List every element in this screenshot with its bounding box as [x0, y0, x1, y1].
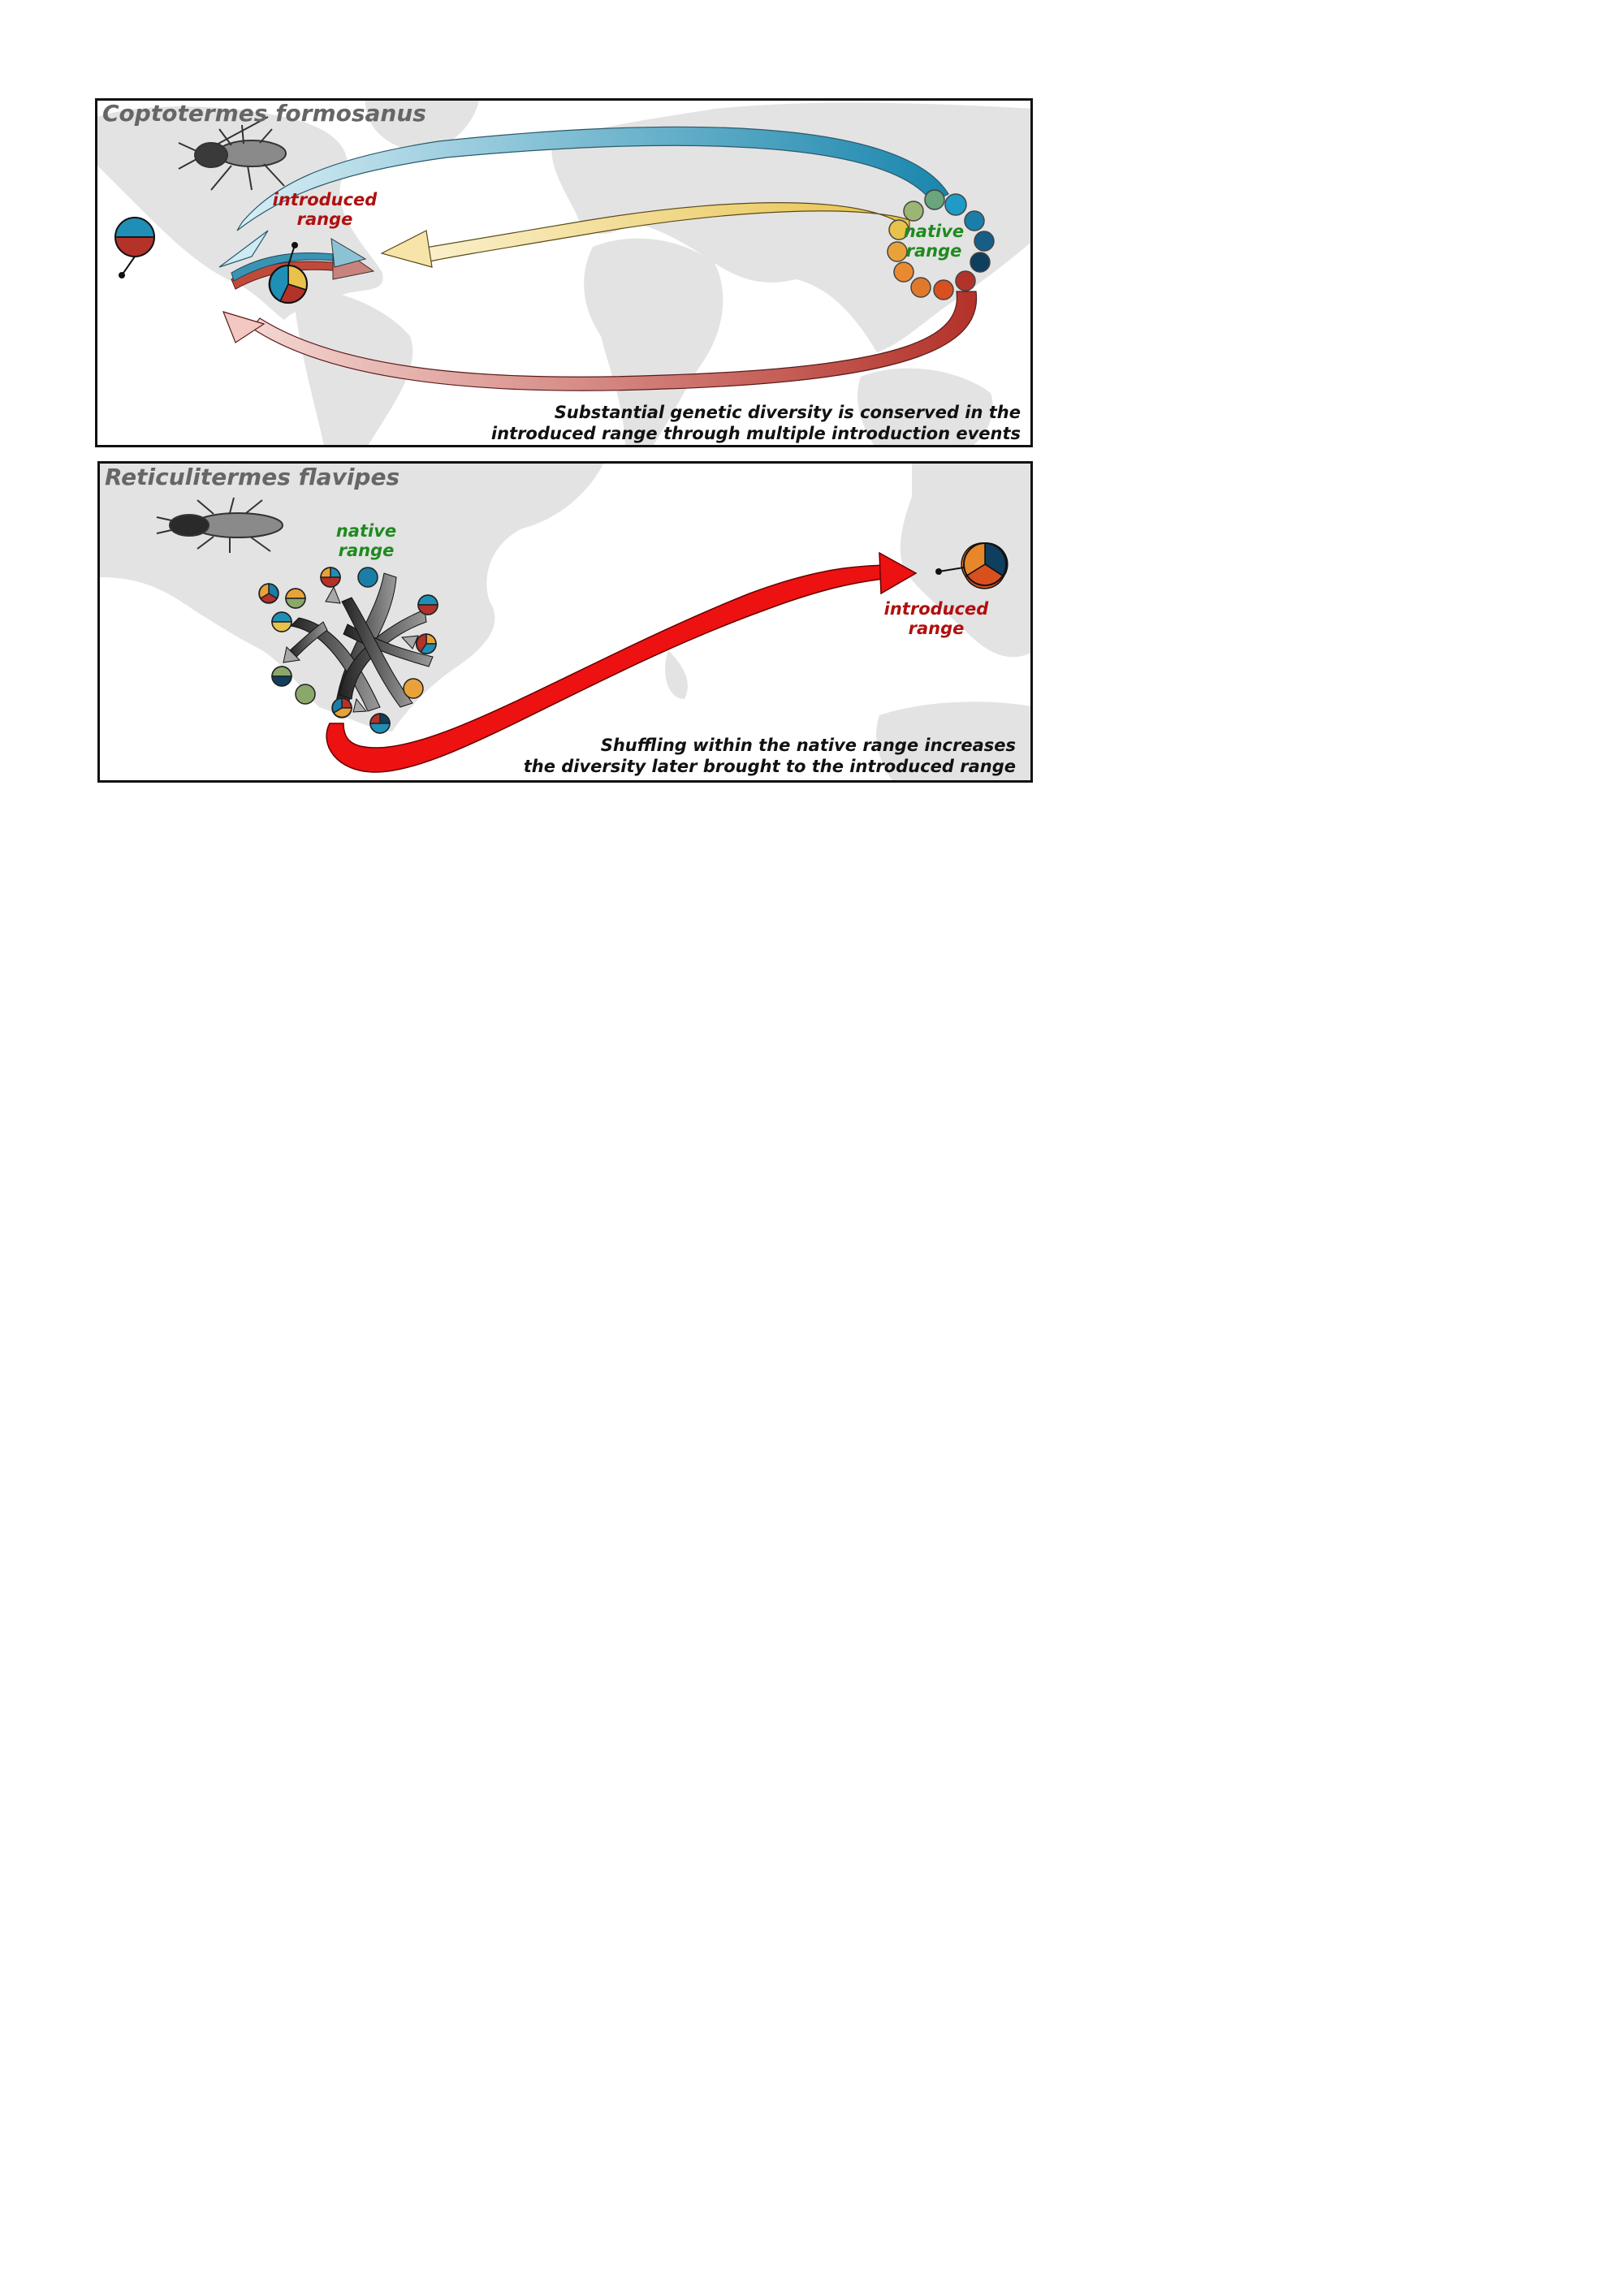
- yellow-arrowhead: [382, 231, 432, 267]
- panel-coptotermes: [95, 98, 1033, 447]
- west-genotype-pie: [115, 218, 154, 278]
- caption-a-line2: introduced range through multiple introduction events: [490, 424, 1021, 443]
- introduced-range-label-b: [879, 599, 993, 638]
- red-arrowhead: [223, 312, 264, 343]
- introduced-label-b-line1: introduced: [883, 599, 989, 619]
- pie-2: [321, 568, 340, 587]
- introduced-label-line1: introduced: [272, 190, 378, 209]
- species-title-a: Coptotermes formosanus: [102, 100, 426, 127]
- native-range-label-a: [893, 222, 974, 261]
- panel-reticulitermes: [97, 461, 1033, 783]
- caption-a: [491, 402, 1021, 444]
- species-title-b: Reticulitermes flavipes: [105, 464, 400, 490]
- panel-a-diagram: [97, 101, 1033, 447]
- pie-5: [272, 612, 292, 632]
- pie-3: [286, 589, 305, 608]
- caption-b: [524, 735, 1016, 777]
- pie-1: [358, 568, 378, 587]
- native-label-b-line1: native: [335, 521, 397, 541]
- pie-9: [296, 684, 315, 704]
- pie-8: [272, 667, 292, 686]
- caption-a-line1: Substantial genetic diversity is conserved in the: [554, 403, 1021, 422]
- caption-b-line2: the diversity later brought to the introduced range: [523, 757, 1016, 776]
- introduced-label-line2: range: [296, 209, 353, 229]
- native-label-b-line2: range: [338, 541, 395, 560]
- native-label-line1: native: [903, 222, 965, 241]
- pie-4: [259, 584, 279, 603]
- caption-b-line1: Shuffling within the native range increases: [600, 736, 1016, 755]
- native-label-line2: range: [905, 241, 962, 261]
- pie-7: [417, 634, 436, 654]
- introduced-range-label-a: [268, 190, 382, 229]
- pie-11: [332, 698, 352, 718]
- pie-12: [370, 714, 390, 733]
- pie-6: [418, 595, 438, 615]
- native-range-label-b: [326, 521, 407, 560]
- pie-10: [404, 679, 423, 698]
- introduced-label-b-line2: range: [908, 619, 965, 638]
